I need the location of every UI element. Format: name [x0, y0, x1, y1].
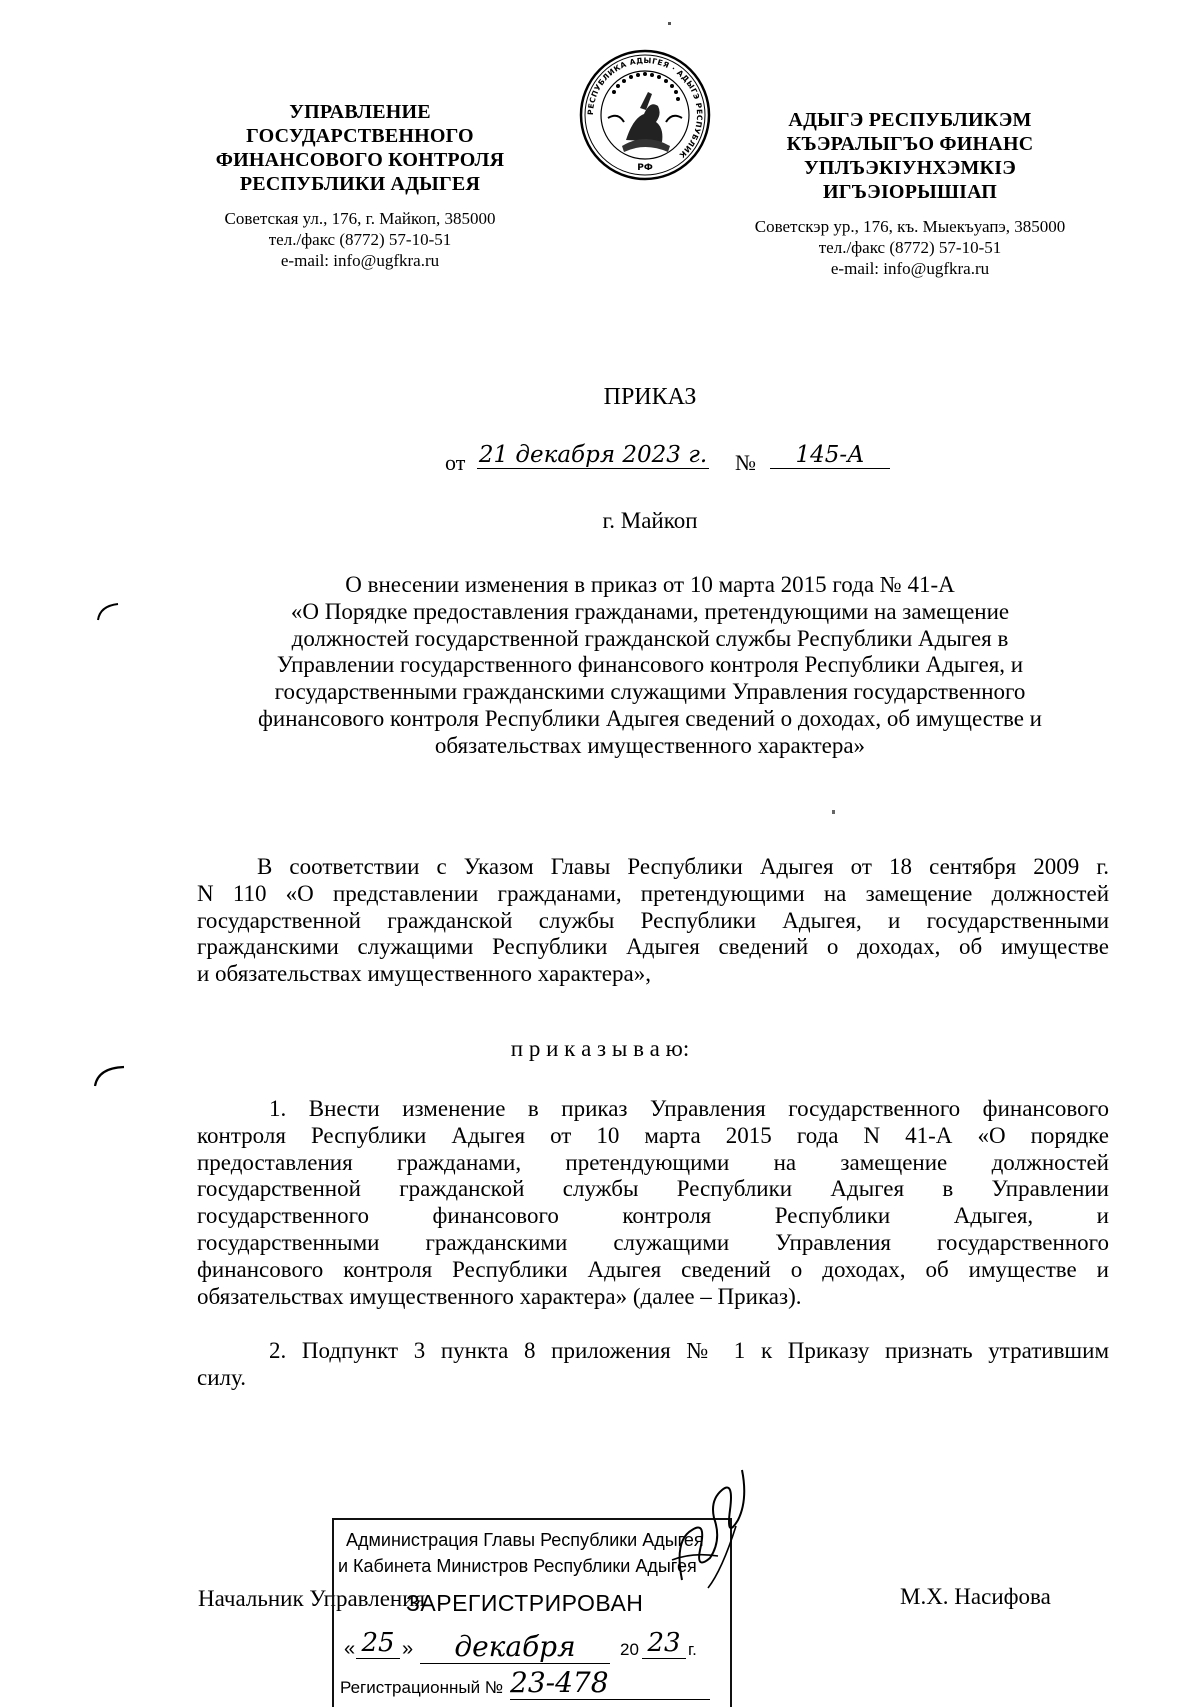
preamble: В соответствии с Указом Главы Республики Адыгея от 18 сентября 2009 г. N 110 «О представлении гражданами, претендующими на замещение должностей государственной гражданской службы Республики Адыгея, и государственными гражданскими служащими Республики Адыгея сведений о доходах, об имуществе и обязательствах имущественного характера», — [197, 854, 1109, 987]
corner-mark — [96, 602, 120, 627]
right-header-title: АДЫГЭ РЕСПУБЛИКЭМ КЪЭРАЛЫГЪО ФИНАНС УПЛЪЭКIУНХЭМКIЭ ИГЪЭIОРЫШIАП — [786, 109, 1034, 203]
right-address: Советскэр ур., 176, къ. Мыекъуапэ, 385000 — [754, 217, 1066, 236]
stamp-reg: Регистрационный № 23-478 — [340, 1668, 720, 1702]
svg-text:РЕСПУБЛИКА АДЫГЕЯ · АДЫГЭ РЕСП: РЕСПУБЛИКА АДЫГЕЯ · АДЫГЭ РЕСПУБЛИК — [585, 55, 705, 160]
left-header-contacts — [200, 208, 520, 271]
date-prefix: от — [445, 450, 466, 475]
handwritten-number: 145-А — [770, 442, 890, 469]
stamp-line-2: и Кабинета Министров Республики Адыгея — [338, 1556, 697, 1576]
scan-speck — [668, 22, 671, 25]
left-header — [200, 100, 520, 271]
handwritten-date: 21 декабря 2023 г. — [478, 442, 708, 468]
stamp-status: ЗАРЕГИСТРИРОВАН — [406, 1590, 644, 1616]
stamp-year: 23 — [642, 1628, 686, 1659]
right-header — [720, 108, 1100, 279]
handwritten-signature — [652, 1460, 762, 1595]
right-header-contacts — [720, 216, 1100, 279]
scan-speck — [832, 810, 835, 814]
stamp-date: « 25 » декабря 20 23 г. — [344, 1628, 697, 1663]
left-phone: тел./факс (8772) 57-10-51 — [268, 230, 452, 249]
stamp-day: 25 — [356, 1628, 400, 1659]
stamp-reg-number: 23-478 — [510, 1666, 710, 1700]
item-2: 2. Подпункт 3 пункта 8 приложения № 1 к Приказу признать утратившим силу. — [197, 1338, 1109, 1390]
city: г. Майкоп — [602, 508, 698, 533]
right-email: e-mail: info@ugfkra.ru — [830, 259, 990, 278]
number-label: № — [735, 450, 756, 475]
order-date-line — [445, 442, 925, 484]
left-address: Советская ул., 176, г. Майкоп, 385000 — [224, 209, 496, 228]
stamp-month: декабря — [420, 1630, 610, 1664]
stamp-line-1: Администрация Главы Республики Адыгея — [346, 1530, 704, 1550]
coat-of-arms-icon — [578, 48, 712, 182]
signatory-position: Начальник Управления — [198, 1586, 426, 1611]
signatory-name: М.Х. Насифова — [900, 1584, 1051, 1609]
right-phone: тел./факс (8772) 57-10-51 — [818, 238, 1002, 257]
left-header-title: УПРАВЛЕНИЕ ГОСУДАРСТВЕННОГО ФИНАНСОВОГО КОНТРОЛЯ РЕСПУБЛИКИ АДЫГЕЯ — [215, 101, 505, 195]
item-1: 1. Внести изменение в приказ Управления государственного финансового контроля Республики Адыгея от 10 марта 2015 года N 41-А «О порядке предоставления гражданами, претендующими на замещение должностей государственной гражданской службы Республики Адыгея в Управлении государственного финансового контроля Республики Адыгея, и государственными гражданскими служащими Управления государственного финансового контроля Республики Адыгея сведений о доходах, об имуществе и обязательствах имущественного характера» (далее – Приказ). — [197, 1096, 1109, 1309]
decree-word: п р и к а з ы в а ю: — [510, 1036, 690, 1061]
order-title: ПРИКАЗ — [603, 384, 697, 410]
corner-mark — [92, 1064, 126, 1093]
left-email: e-mail: info@ugfkra.ru — [280, 251, 440, 270]
order-subject: О внесении изменения в приказ от 10 марта 2015 года № 41-А «О Порядке предоставления гражданами, претендующими на замещение должностей государственной гражданской службы Республики Адыгея в Управлении государственного финансового контроля Республики Адыгея, и государственными гражданскими служащими Управления государственного финансового контроля Республики Адыгея сведений о доходах, об имуществе и обязательствах имущественного характера» — [257, 572, 1042, 758]
svg-text:РФ: РФ — [637, 163, 653, 173]
